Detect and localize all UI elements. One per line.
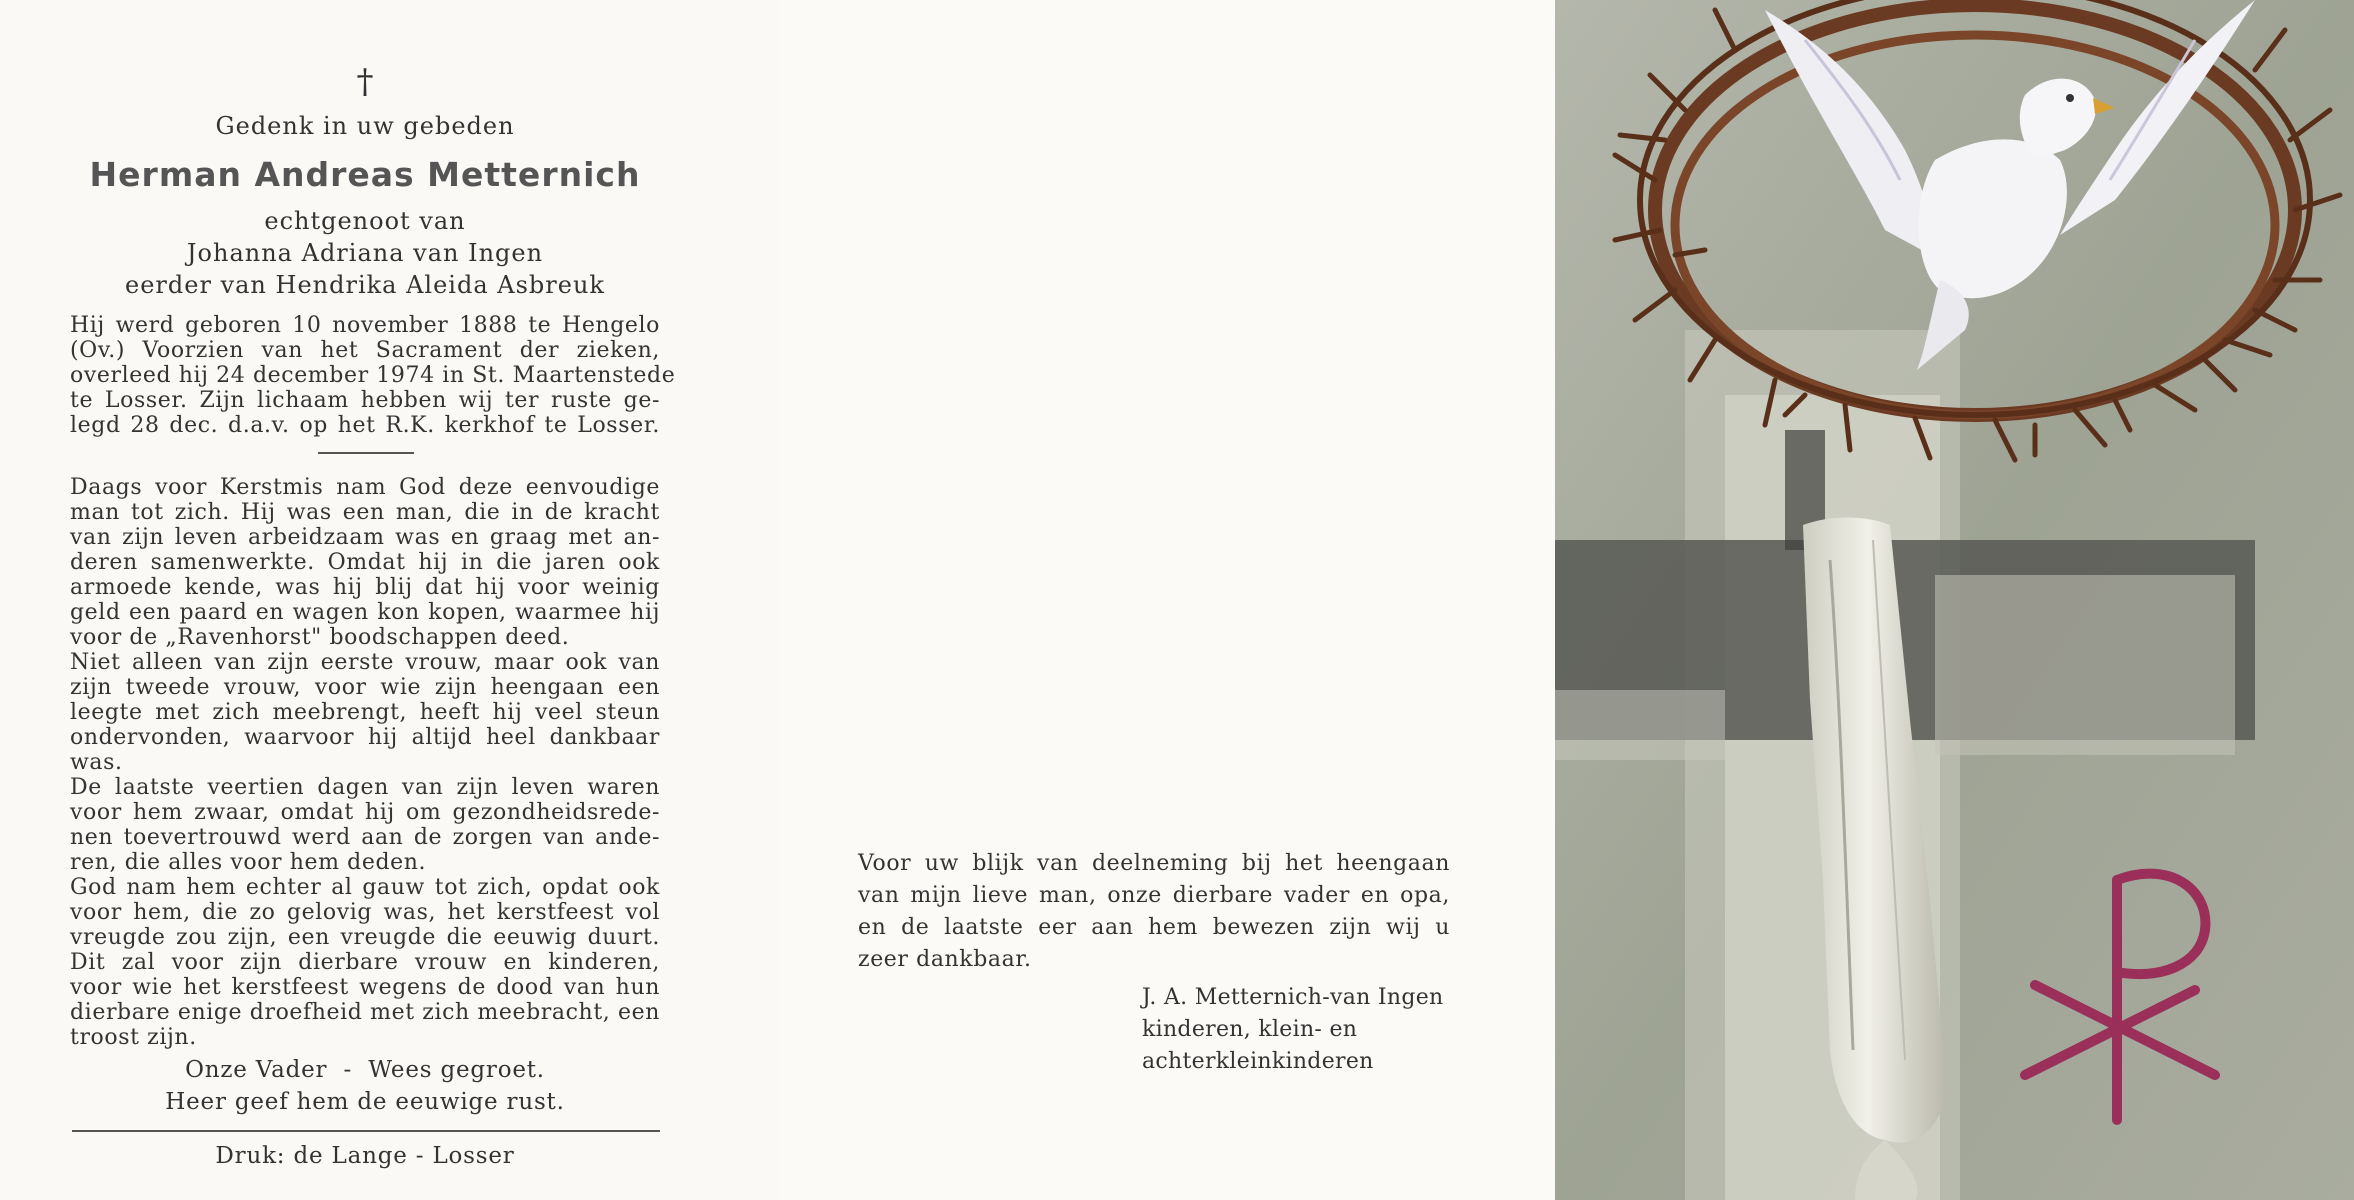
text-line: te Losser. Zijn lichaam hebben wij ter ruste ge-: [70, 388, 660, 413]
divider: [318, 452, 414, 454]
text-line: De laatste veertien dagen van zijn leven waren: [70, 775, 660, 800]
text-line: overleed hij 24 december 1974 in St. Maartenstede: [70, 363, 676, 388]
signature-line: kinderen, klein- en: [1142, 1017, 1358, 1042]
text-line: Dit zal voor zijn dierbare vrouw en kinderen,: [70, 950, 660, 975]
birth-paragraph: [70, 313, 676, 438]
text-line: Niet alleen van zijn eerste vrouw, maar ook van: [70, 650, 660, 675]
artwork-canvas: [1555, 0, 2354, 1200]
text-line: van zijn leven arbeidzaam was en graag met an-: [70, 525, 660, 550]
text-line: voor hem, die zo gelovig was, het kerstfeest vol: [70, 900, 660, 925]
divider: [72, 1130, 660, 1132]
text-line: zijn tweede vrouw, voor wie zijn heengaan een: [70, 675, 660, 700]
text-line: Hij werd geboren 10 november 1888 te Hengelo: [70, 313, 660, 338]
deceased-name: Herman Andreas Metternich: [89, 155, 641, 194]
religious-artwork: [1555, 0, 2354, 1200]
text-line: (Ov.) Voorzien van het Sacrament der zieken,: [70, 338, 660, 363]
text-line: God nam hem echter al gauw tot zich, opdat ook: [70, 875, 660, 900]
text-line: Daags voor Kerstmis nam God deze eenvoudige: [70, 475, 660, 500]
text-line: nen toevertrouwd werd aan de zorgen van ande-: [70, 825, 660, 850]
memorial-card-text-panel: [0, 0, 780, 1200]
spouse-line: echtgenoot van: [264, 207, 466, 235]
text-line: en de laatste eer aan hem bewezen zijn wij u: [858, 915, 1450, 940]
intro-line: Gedenk in uw gebeden: [215, 112, 515, 140]
text-line: voor hem zwaar, omdat hij om gezondheidsrede-: [70, 800, 660, 825]
text-line: dierbare enige droefheid met zich meebracht, een: [70, 1000, 660, 1025]
text-line: voor wie het kerstfeest wegens de dood van hun: [70, 975, 660, 1000]
text-line: vreugde zou zijn, een vreugde die eeuwig duurt.: [70, 925, 660, 950]
text-line: troost zijn.: [70, 1025, 197, 1050]
signature-line: achterkleinkinderen: [1142, 1049, 1374, 1074]
life-paragraph: [70, 475, 660, 1050]
spouse-line: eerder van Hendrika Aleida Asbreuk: [125, 271, 605, 299]
text-line: geld een paard en wagen kon kopen, waarmee hij: [70, 600, 660, 625]
text-line: voor de „Ravenhorst" boodschappen deed.: [70, 625, 570, 650]
text-line: ondervonden, waarvoor hij altijd heel dankbaar: [70, 725, 660, 750]
text-line: van mijn lieve man, onze dierbare vader en opa,: [858, 883, 1450, 908]
prayer-line: Onze Vader - Wees gegroet.: [185, 1057, 545, 1083]
thanks-paragraph: [858, 848, 1450, 976]
printer-credit: Druk: de Lange - Losser: [215, 1143, 515, 1169]
text-line: armoede kende, was hij blij dat hij voor weinig: [70, 575, 660, 600]
signature-block: [1142, 982, 1444, 1078]
text-line: legd 28 dec. d.a.v. op het R.K. kerkhof te Losser.: [70, 413, 660, 438]
text-line: ren, die alles voor hem deden.: [70, 850, 427, 875]
spouse-line: Johanna Adriana van Ingen: [186, 239, 544, 267]
text-line: was.: [70, 750, 123, 775]
text-line: Voor uw blijk van deelneming bij het heengaan: [858, 851, 1450, 876]
signature-line: J. A. Metternich-van Ingen: [1142, 985, 1444, 1010]
text-line: zeer dankbaar.: [858, 947, 1032, 972]
text-line: deren samenwerkte. Omdat hij in die jaren ook: [70, 550, 660, 575]
cross-symbol: †: [356, 62, 374, 102]
prayer-line: Heer geef hem de eeuwige rust.: [165, 1089, 565, 1115]
text-line: leegte met zich meebrengt, heeft hij veel steun: [70, 700, 660, 725]
text-line: man tot zich. Hij was een man, die in de kracht: [70, 500, 660, 525]
